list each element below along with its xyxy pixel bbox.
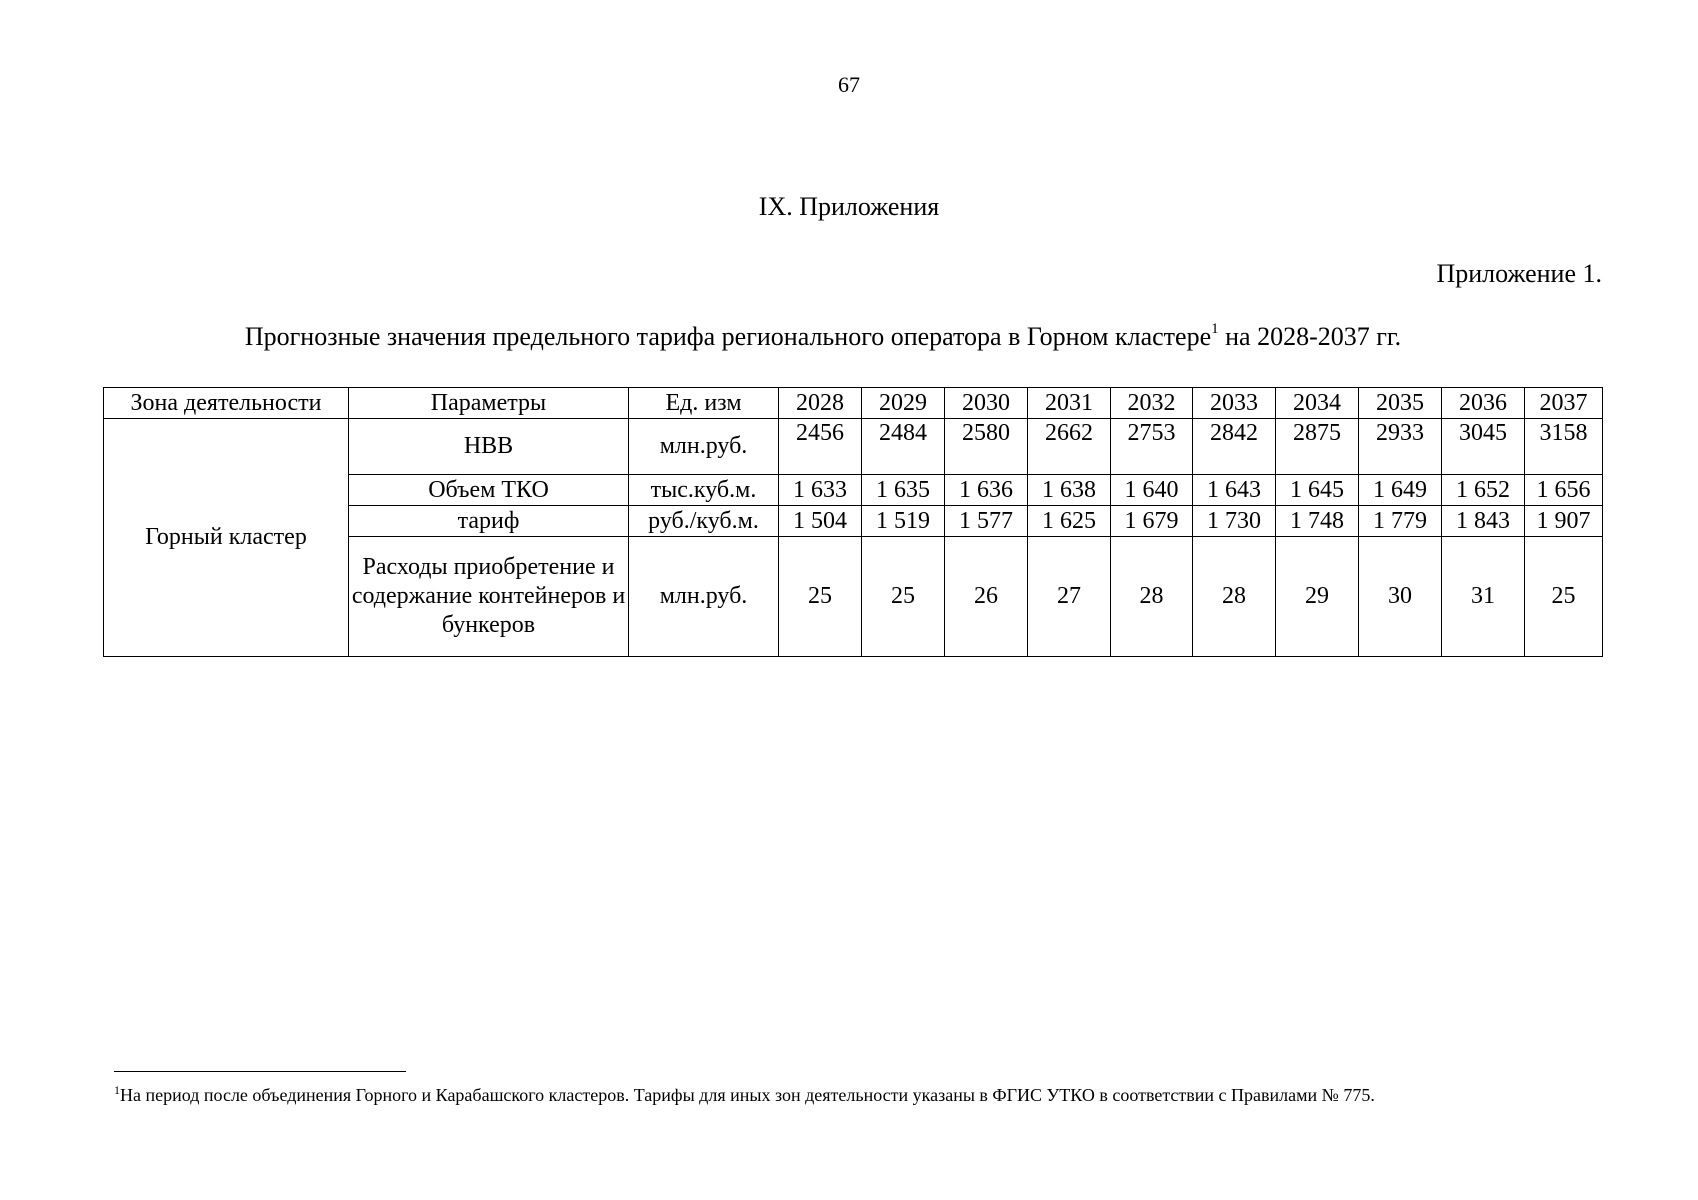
unit-cell: млн.руб. [629,419,779,475]
value-cell: 1 645 [1276,475,1359,506]
value-cell: 1 843 [1442,506,1525,537]
value-cell: 1 625 [1028,506,1111,537]
value-cell: 2753 [1111,419,1193,475]
value-cell: 25 [779,537,862,657]
value-cell: 1 730 [1193,506,1276,537]
caption-footnote-mark: 1 [1211,321,1219,337]
param-cell: Расходы приобретение и содержание контейнеров и бункеров [349,537,629,657]
footnote-text: На период после объединения Горного и Карабашского кластеров. Тарифы для иных зон деятельности указаны в ФГИС УТКО в соответствии с Правилами № 775. [120,1085,1375,1105]
value-cell: 2933 [1359,419,1442,475]
table-caption-text: Прогнозные значения предельного тарифа регионального оператора в Горном кластере [244,322,1212,351]
value-cell: 28 [1111,537,1193,657]
header-year: 2030 [945,388,1028,419]
value-cell: 25 [862,537,945,657]
param-cell: НВВ [349,419,629,475]
header-zone: Зона деятельности [104,388,349,419]
value-cell: 25 [1525,537,1603,657]
value-cell: 1 748 [1276,506,1359,537]
unit-cell: млн.руб. [629,537,779,657]
unit-cell: тыс.куб.м. [629,475,779,506]
footnote [114,1085,1375,1106]
value-cell: 1 649 [1359,475,1442,506]
header-year: 2033 [1193,388,1276,419]
header-year: 2037 [1525,388,1603,419]
value-cell: 1 577 [945,506,1028,537]
unit-cell: руб./куб.м. [629,506,779,537]
header-year: 2028 [779,388,862,419]
header-params: Параметры [349,388,629,419]
header-year: 2036 [1442,388,1525,419]
header-unit: Ед. изм [629,388,779,419]
value-cell: 2842 [1193,419,1276,475]
table-row [104,419,1603,475]
tariff-forecast-table [103,387,1603,657]
footnote-mark: 1 [114,1083,120,1097]
value-cell: 1 633 [779,475,862,506]
header-year: 2031 [1028,388,1111,419]
header-year: 2034 [1276,388,1359,419]
header-year: 2032 [1111,388,1193,419]
table-caption [0,322,1646,352]
value-cell: 2484 [862,419,945,475]
page-number: 67 [838,72,860,97]
value-cell: 27 [1028,537,1111,657]
value-cell: 1 640 [1111,475,1193,506]
value-cell: 26 [945,537,1028,657]
header-year: 2029 [862,388,945,419]
footnote-divider [114,1071,406,1072]
value-cell: 1 504 [779,506,862,537]
value-cell: 3045 [1442,419,1525,475]
param-cell: Объем ТКО [349,475,629,506]
value-cell: 29 [1276,537,1359,657]
appendix-label: Приложение 1. [1436,259,1602,288]
value-cell: 28 [1193,537,1276,657]
value-cell: 1 656 [1525,475,1603,506]
value-cell: 1 636 [945,475,1028,506]
zone-cell: Горный кластер [104,419,349,657]
param-cell: тариф [349,506,629,537]
header-row [104,388,1603,419]
value-cell: 2456 [779,419,862,475]
value-cell: 1 635 [862,475,945,506]
header-year: 2035 [1359,388,1442,419]
section-title: IX. Приложения [758,192,940,221]
value-cell: 2580 [945,419,1028,475]
value-cell: 31 [1442,537,1525,657]
value-cell: 1 643 [1193,475,1276,506]
value-cell: 1 638 [1028,475,1111,506]
value-cell: 30 [1359,537,1442,657]
value-cell: 2875 [1276,419,1359,475]
value-cell: 1 679 [1111,506,1193,537]
value-cell: 3158 [1525,419,1603,475]
value-cell: 1 779 [1359,506,1442,537]
value-cell: 2662 [1028,419,1111,475]
value-cell: 1 652 [1442,475,1525,506]
value-cell: 1 907 [1525,506,1603,537]
table-caption-suffix: на 2028-2037 гг. [1218,322,1402,351]
value-cell: 1 519 [862,506,945,537]
